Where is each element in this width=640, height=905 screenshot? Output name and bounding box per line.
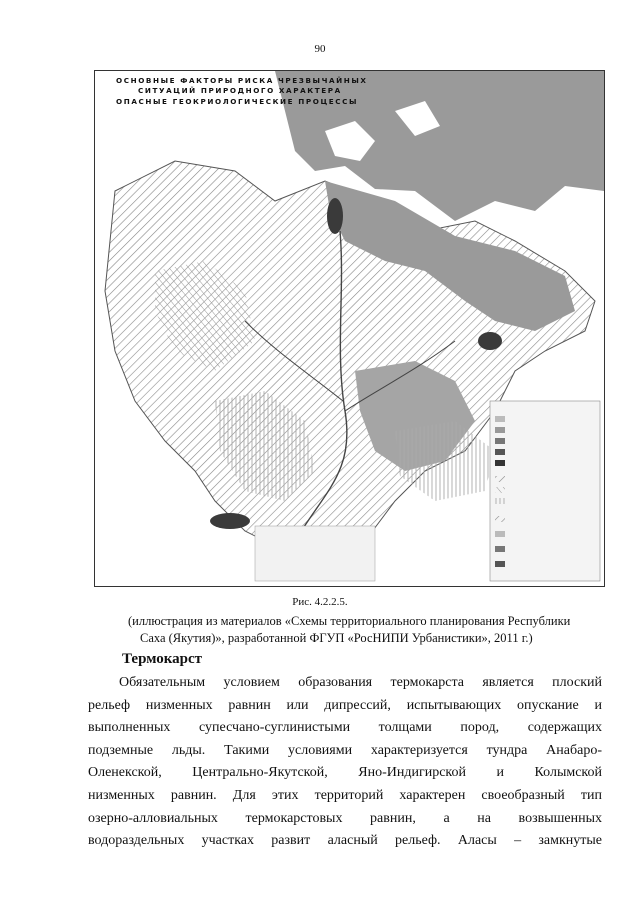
paragraph-line: подземные льды. Такими условиями характеризуется тундра Анабаро- [88, 742, 602, 758]
figure-source-note [128, 613, 598, 647]
paragraph-line: выполненных супесчано-суглинистыми толщами пород, содержащих [88, 720, 602, 736]
hazard-map-figure [94, 70, 605, 587]
paragraph-line: низменных равнин. Для этих территорий характерен своеобразный тип [88, 787, 602, 803]
section-heading: Термокарст [122, 651, 203, 667]
source-line-2: Саха (Якутия)», разработанной ФГУП «РосНИПИ Урбанистики», 2011 г.) [140, 631, 533, 645]
paragraph-line: рельеф низменных равнин или дипрессий, испытывающих опускание и [88, 697, 602, 713]
paragraph-line: водораздельных участках развит аласный рельеф. Аласы – замкнутые [88, 833, 602, 849]
paragraph-line: озерно-алловиальных термокарстовых равнин, а на возвышенных [88, 810, 602, 826]
figure-caption: Рис. 4.2.2.5. [292, 596, 348, 608]
paragraph-line: Обязательным условием образования термокарста является плоский [119, 675, 602, 690]
page-number: 90 [314, 43, 326, 55]
map-illustration [95, 71, 604, 586]
map-title-line-3: ОПАСНЫЕ ГЕОКРИОЛОГИЧЕСКИЕ ПРОЦЕССЫ [116, 97, 359, 106]
map-title [116, 76, 368, 107]
map-title-line-2: СИТУАЦИЙ ПРИРОДНОГО ХАРАКТЕРА [138, 86, 342, 95]
map-title-line-1: ОСНОВНЫЕ ФАКТОРЫ РИСКА ЧРЕЗВЫЧАЙНЫХ [116, 76, 368, 85]
body-paragraph [88, 672, 602, 853]
paragraph-line: Оленекской, Центрально-Якутской, Яно-Индигирской и Колымской [88, 765, 602, 781]
source-line-1: (иллюстрация из материалов «Схемы территориального планирования Республики [128, 614, 571, 628]
